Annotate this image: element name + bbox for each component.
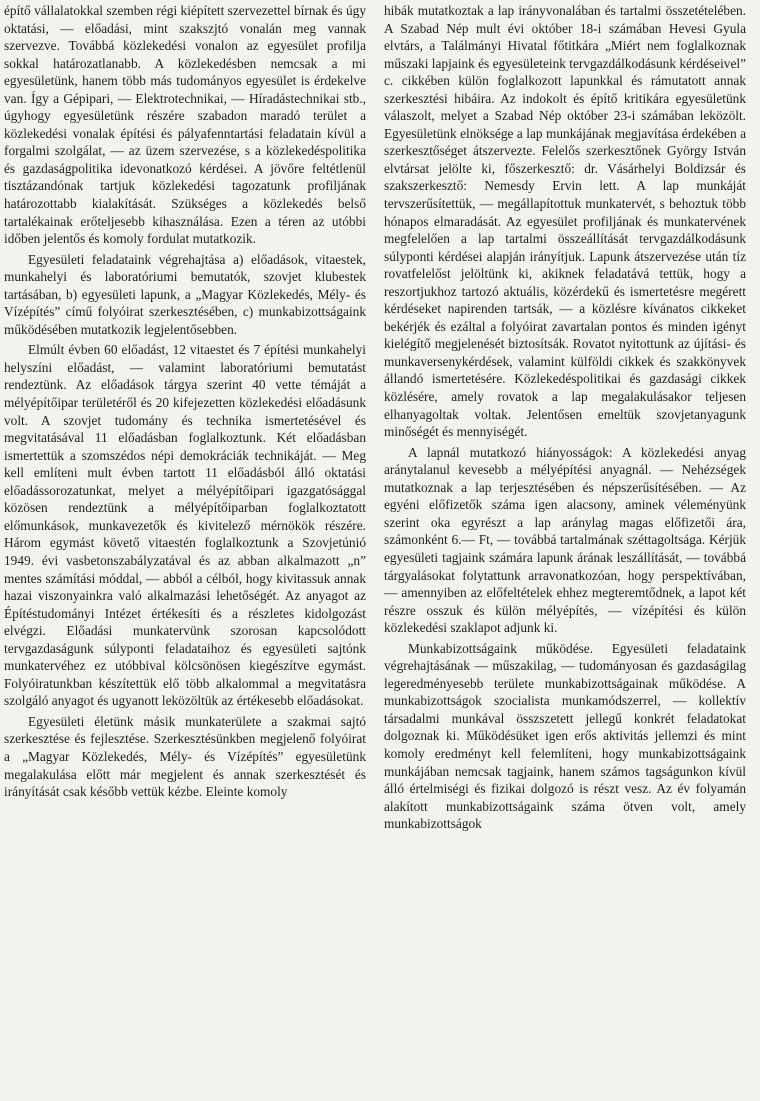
right-column — [384, 2, 746, 1101]
paragraph: A lapnál mutatkozó hiányosságok: A közlekedési anyag aránytalanul kevesebb a mélyépítési anyagnál. — Nehézségek mutatkoznak a lap terjesztésében és népszerűsítésében. — Az egyéni előfizetők száma igen alacsony, aminek véleményünk szerint oka egyrészt a lap aránylag magas előfizetői ára, számonként 6.— Ft, — továbbá tartalmának széttagoltsága. Kérjük egyesületi tagjaink számára lapunk árának leszállítását, — továbbá tárgyalásokat folytattunk arravonatkozóan, hogy perspektívában, — amennyiben az előfeltételek ehhez megteremtődnek, a lapot két részre osszuk és külön mélyépítés, — vízépítési és külön közlekedési szaklapot adjunk ki. — [384, 444, 746, 636]
left-column — [4, 2, 366, 1101]
paragraph: Egyesületi életünk másik munkaterülete a szakmai sajtó szerkesztése és fejlesztése. Szerkesztésünkben megjelenő folyóirat a „Magyar Közlekedés, Mély- és Vízépítés” egyesületünk megalakulása előtt már megjelent és annak szerkesztését és irányítását csak később vettük kézbe. Eleinte komoly — [4, 713, 366, 800]
paragraph: építő vállalatokkal szemben régi kiépített szervezettel bírnak és úgy oktatási, — előadási, mint szakszjtó vonalán meg vannak szervezve. Továbbá közlekedési vonalon az egyesület profilja sokkal határozatlanabb. A közlekedésben nemcsak a mi egyesületünk, hanem több más tudományos egyesület is érdekelve van. Így a Gépipari, — Elektrotechnikai, — Híradástechnikai stb., úgyhogy egyesületünk részére szabadon maradó terület a közlekedési vonalak építési és pályafenntartási feladatain kívül a forgalmi szolgálat, — az üzem szervezése, s a közlekedéspolitika és gazdaságpolitika idevonatkozó kérdései. A jövőre feltétlenül tisztázandónak tartjuk közlekedési tagozatunk profiljának határozottabb kialakítását. Szükséges a közlekedés belső tartalékainak erőteljesebb kihasználása. Ezen a téren az utóbbi időben jelentős és komoly fordulat mutatkozik. — [4, 3, 366, 247]
paragraph: Elmúlt évben 60 előadást, 12 vitaestet és 7 építési munkahelyi helyszíni előadást, — valamint laboratóriumi bemutatást rendeztünk. Az előadások tárgya szerint 40 vette témáját a mélyépítőipar területéről és 20 kifejezetten közlekedési előadásunk volt. A szovjet tudomány és technika ismertetésével és megvitatásával 11 előadásban foglalkoztunk. Két előadásban ismertettük a szomszédos népi demokráciák technikáját. — Meg kell említeni mult évben tartott 11 előadásból álló oktatási előadássorozatunkat, melyet a mélyépítőipari igazgatósággal közösen rendeztünk a mélyépítőiparban foglalkoztatott előmunkások, munkavezetők és kivitelező mérnökök részére. Három egymást követő vitaestén foglalkoztunk a Szovjetúnió 1949. évi vasbetonszabályzatával és az abban alkalmazott „n” mentes számítási móddal, — abból a célból, hogy kivitassuk annak hazai viszonyainkra való alkalmazási lehetőségét. Az anyagot az Építéstudományi Intézet értékesíti és a részletes kidolgozást elvégzi. Előadási munkatervünk szorosan kapcsolódott tervgazdaságunk súlyponti feladataihoz és egyesületi sajtónk munkatervéhez ez utóbbival kölcsönösen kiegészítve egymást. Folyóiratunkban készítettük elő több alkalommal a megvitatásra szolgáló anyagot és ugyanott leközöltük az értékesebb előadásokat. — [4, 342, 366, 709]
paragraph: Egyesületi feladataink végrehajtása a) előadások, vitaestek, munkahelyi és laboratóriumi bemutatók, szovjet klubestek tartásában, b) egyesületi lapunk, a „Magyar Közlekedés, Mély- és Vízépítés” című folyóirat szerkesztésében, c) munkabizottságaink működésében mutatkozik legjelentősebben. — [4, 251, 366, 337]
paragraph: hibák mutatkoztak a lap irányvonalában és tartalmi összetételében. A Szabad Nép mult évi október 18-i számában Hevesi Gyula elvtárs, a Találmányi Hivatal főtitkára „Miért nem foglalkoznak műszaki lapjaink és egyesületeink tervgazdálkodásunk kérdéseivel” c. cikkében külön foglalkozott lapunkkal és rámutatott annak szerkesztési hibáira. Az indokolt és építő kritikára egyesületünk válaszolt, melyet a Szabad Nép október 23-i számában leközölt. Egyesületünk elnöksége a lap munkájának megjavítása érdekében a szerkesztőséget átszervezte. Felelős szerkesztőnek György István elvtársat jelölte ki, főszerkesztő: dr. Vásárhelyi Boldizsár és szakszerkesztő: Nemesdy Ervin lett. A lap munkáját tervszerűsítettük, — megállapítottuk munkatervét, s behoztuk több hónapos elmaradását. Az egyesület profiljának és munkatervének megfelelően a lap tartalmi összeállítását tervgazdálkodásunk súlyponti kérdései alapján irányítjuk. Lapunk átszervezése után tíz rovatfelelőst jelöltünk ki, akiknek feladatává tettük, hogy a reszortjukhoz tartozó aktuális, közérdekű és ismertetésre megérett kérdéseket napirenden tartsák, — a közlésre kívánatos cikkeket bekérjék és ezáltal a folyóirat zavartalan pontos és minden igényt kielégítő megjelenését biztosítsák. Rovatot nyitottunk az újítási- és munkaversenykérdések, valamint külföldi cikkek és szakkönyvek állandó ismertetésére. Közlekedéspolitikai és gazdasági cikkek közlésére, amely rovatok a lap megalakulásakor teljesen elhanyagoltak voltak. Jelentősen emeltük szovjetanyagunk minőségét és mennyiségét. — [384, 3, 747, 440]
paragraph: Munkabizottságaink működése. Egyesületi feladataink végrehajtásának — műszakilag, — tudományosan és gazdaságilag legeredményesebb területe munkabizottságainak működése. A munkabizottságok szocialista munkamódszerrel, — kollektív társadalmi munkával összszetett jellegű konkrét feladatokat dolgoznak ki. Működésüket igen erős aktivitás jellemzi és mint komoly eredményt kell felemlíteni, hogy munkabizottságaink munkájában nemcsak tagjaink, hanem számos tagságunkon kívül álló értelmiségi és fizikai dolgozó is részt vesz. Az év folyamán alakított munkabizottságaink száma ötven volt, amely munkabizottságok — [384, 640, 746, 832]
